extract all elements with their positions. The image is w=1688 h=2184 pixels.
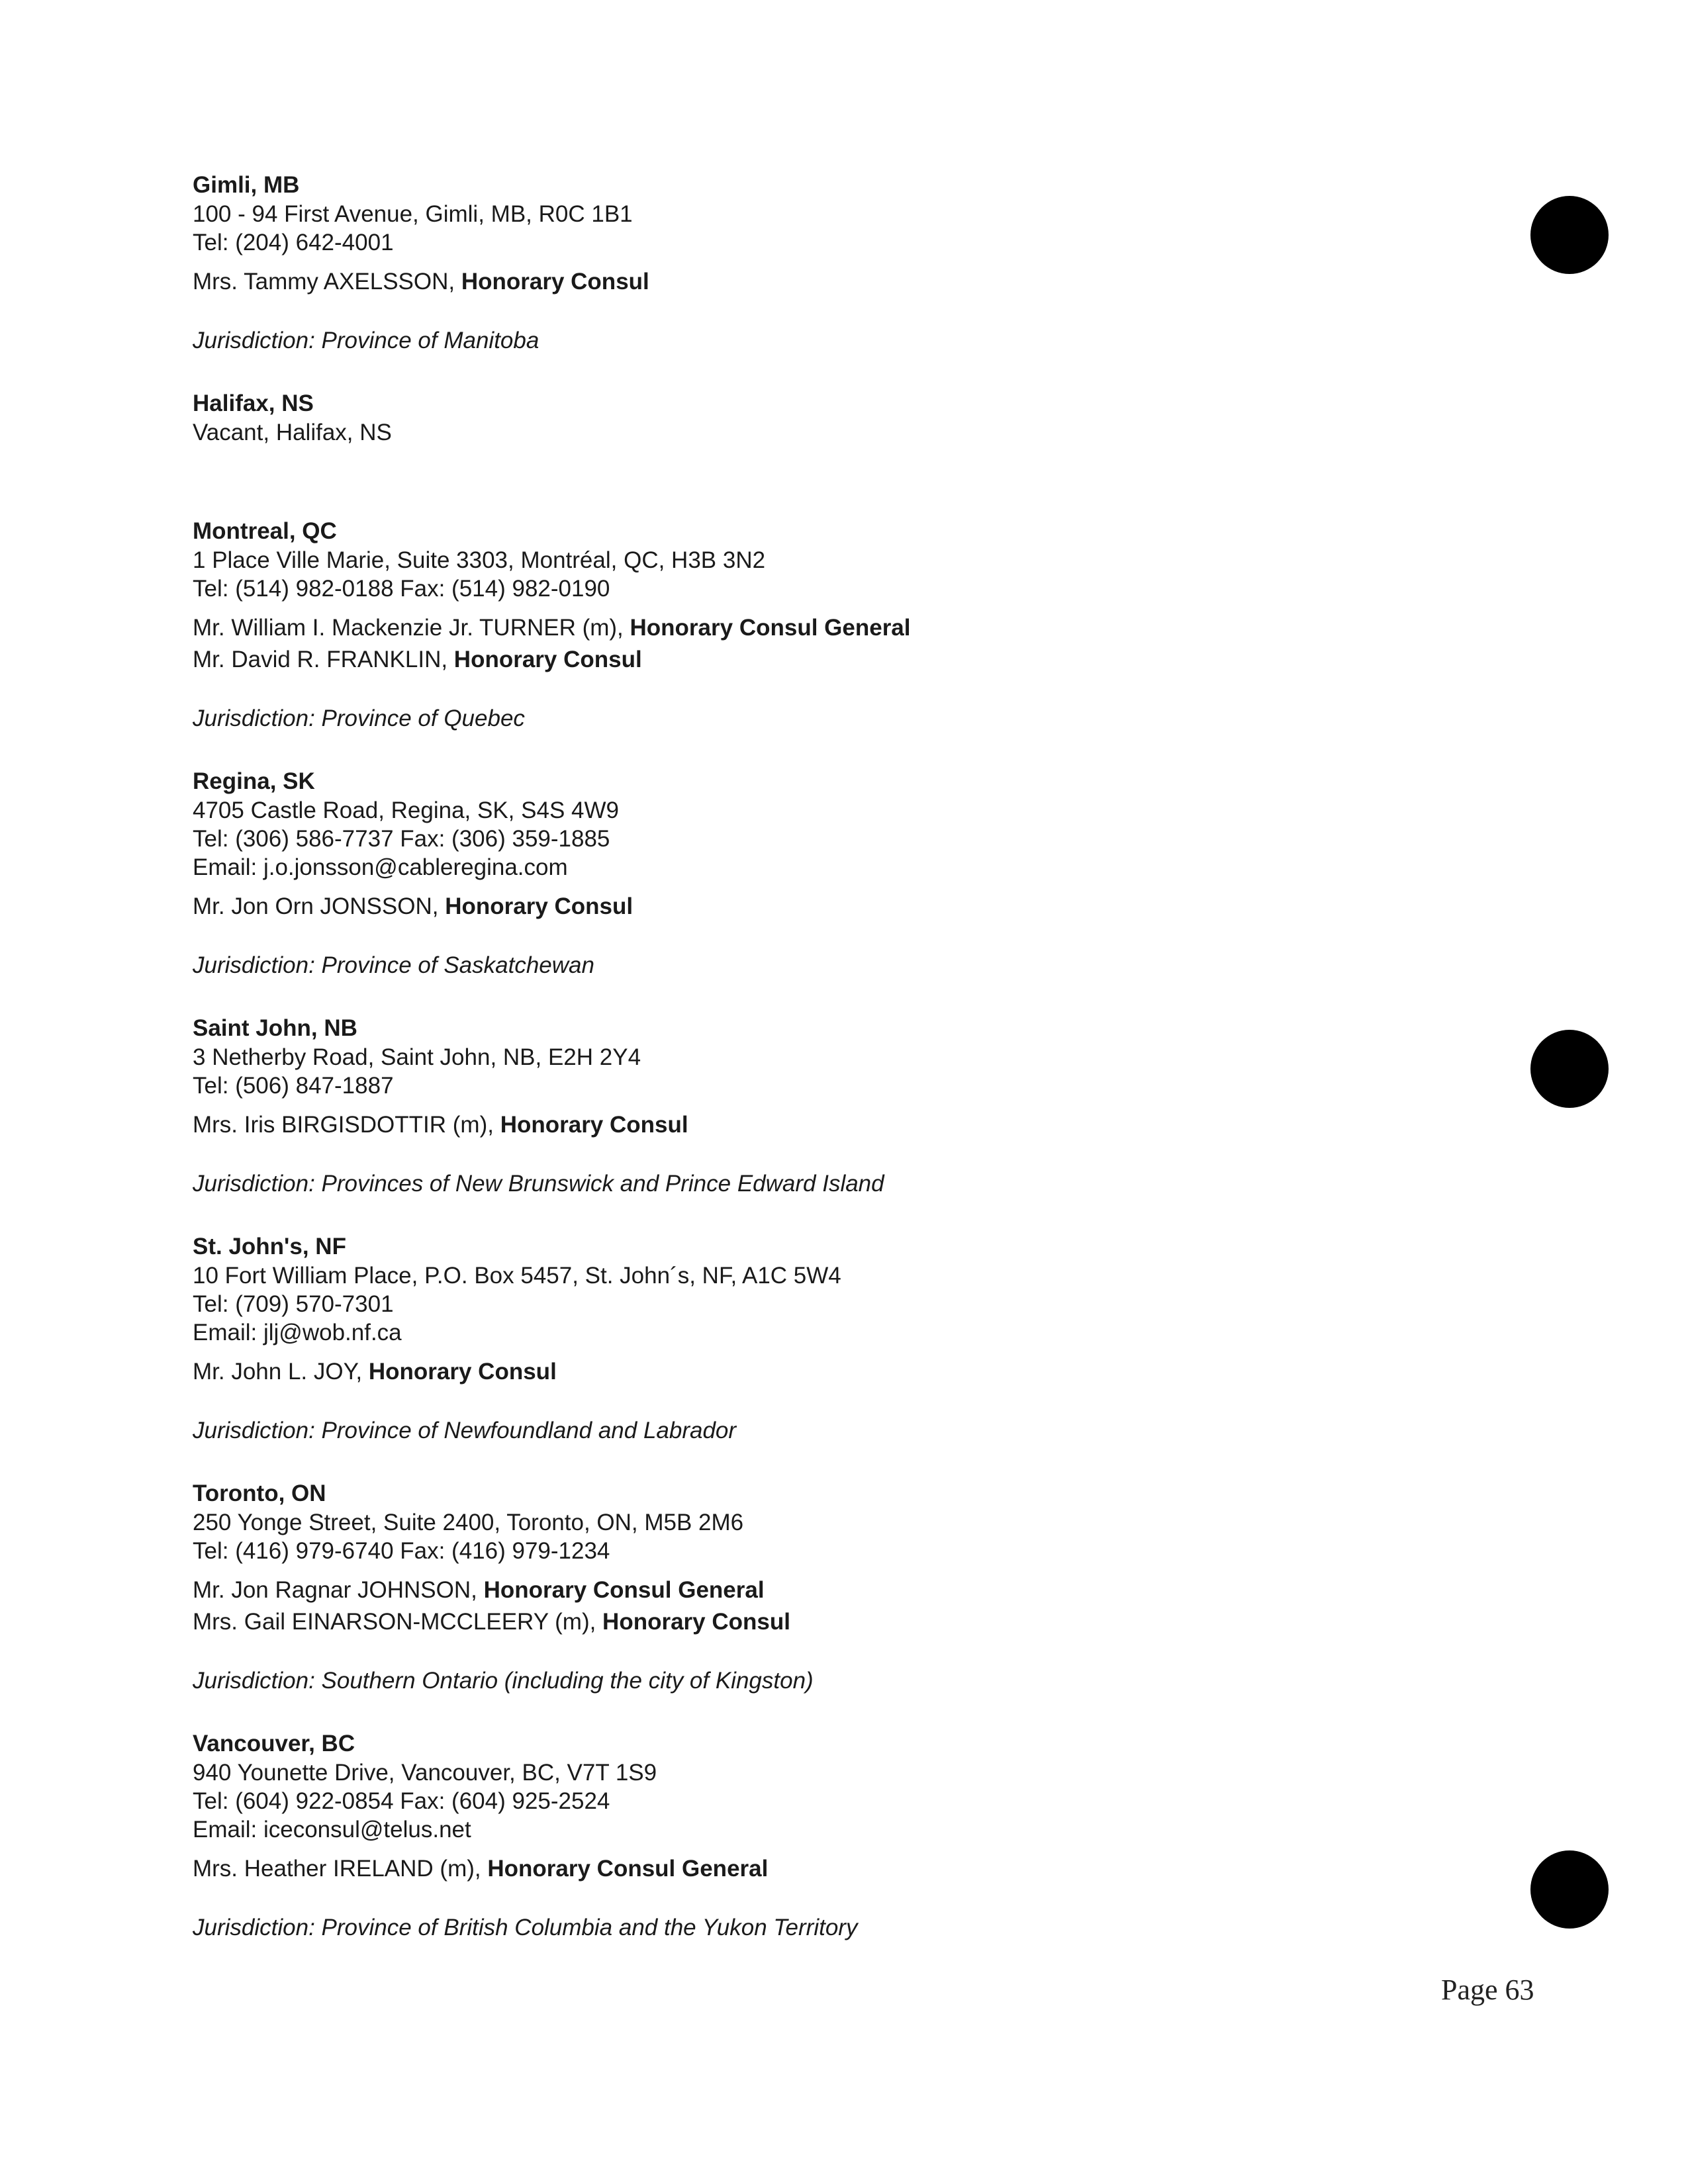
entry-address: 4705 Castle Road, Regina, SK, S4S 4W9 [193, 797, 619, 823]
entry-city: Gimli, MB [193, 172, 300, 198]
person-name: Mrs. Heather IRELAND (m), [193, 1856, 488, 1882]
entry-phone: Tel: (416) 979-6740 Fax: (416) 979-1234 [193, 1538, 610, 1564]
entry-city: Halifax, NS [193, 390, 314, 416]
punch-hole [1530, 1850, 1609, 1929]
person-name: Mr. William I. Mackenzie Jr. TURNER (m), [193, 615, 630, 641]
entry-email: Email: jlj@wob.nf.ca [193, 1320, 402, 1345]
entry-city: Saint John, NB [193, 1015, 357, 1041]
person-name: Mr. John L. JOY, [193, 1359, 369, 1385]
entry-person [193, 266, 1450, 298]
person-name: Mr. Jon Orn JONSSON, [193, 893, 445, 919]
entry-phone: Tel: (204) 642-4001 [193, 230, 394, 255]
entry-person [193, 1574, 1450, 1606]
person-title: Honorary Consul [461, 269, 649, 295]
entry-address: 3 Netherby Road, Saint John, NB, E2H 2Y4 [193, 1044, 641, 1070]
entry-phone: Tel: (514) 982-0188 Fax: (514) 982-0190 [193, 576, 610, 602]
entry-jurisdiction: Jurisdiction: Province of British Columbia and the Yukon Territory [193, 1915, 858, 1940]
entry-jurisdiction: Jurisdiction: Southern Ontario (including the city of Kingston) [193, 1668, 814, 1694]
entry-jurisdiction: Jurisdiction: Province of Quebec [193, 705, 525, 731]
entry-toronto [193, 1479, 1450, 1696]
punch-hole [1530, 1030, 1609, 1108]
entry-person [193, 1853, 1450, 1885]
entry-city: Toronto, ON [193, 1480, 326, 1506]
entry-address: 10 Fort William Place, P.O. Box 5457, St. John´s, NF, A1C 5W4 [193, 1263, 841, 1289]
person-title: Honorary Consul General [487, 1856, 769, 1882]
entry-address: 940 Younette Drive, Vancouver, BC, V7T 1S9 [193, 1760, 657, 1786]
person-title: Honorary Consul [453, 647, 642, 672]
entry-address: 250 Yonge Street, Suite 2400, Toronto, ON, M5B 2M6 [193, 1510, 744, 1535]
entry-phone: Tel: (506) 847-1887 [193, 1073, 394, 1099]
entry-city: St. John's, NF [193, 1234, 346, 1259]
entry-person [193, 1356, 1450, 1388]
consulate-list [193, 171, 1450, 1942]
person-name: Mr. David R. FRANKLIN, [193, 647, 454, 672]
entry-jurisdiction: Jurisdiction: Province of Newfoundland and Labrador [193, 1418, 737, 1443]
person-name: Mrs. Tammy AXELSSON, [193, 269, 461, 295]
entry-halifax [193, 389, 1450, 447]
entry-phone: Tel: (604) 922-0854 Fax: (604) 925-2524 [193, 1788, 610, 1814]
person-name: Mrs. Gail EINARSON-MCCLEERY (m), [193, 1609, 603, 1635]
entry-city: Vancouver, BC [193, 1731, 355, 1756]
person-title: Honorary Consul [500, 1112, 688, 1138]
entry-montreal [193, 517, 1450, 733]
entry-address: 1 Place Ville Marie, Suite 3303, Montréal, QC, H3B 3N2 [193, 547, 766, 573]
person-title: Honorary Consul [368, 1359, 557, 1385]
entry-person [193, 644, 1450, 676]
entry-person [193, 1606, 1450, 1638]
entry-city: Regina, SK [193, 768, 315, 794]
entry-address: Vacant, Halifax, NS [193, 420, 392, 445]
person-title: Honorary Consul General [630, 615, 911, 641]
person-name: Mrs. Iris BIRGISDOTTIR (m), [193, 1112, 500, 1138]
entry-person [193, 891, 1450, 923]
entry-person [193, 612, 1450, 644]
punch-hole [1530, 196, 1609, 274]
person-title: Honorary Consul [602, 1609, 790, 1635]
entry-gimli [193, 171, 1450, 355]
entry-phone: Tel: (709) 570-7301 [193, 1291, 394, 1317]
page-number: Page 63 [1441, 1974, 1534, 2006]
entry-address: 100 - 94 First Avenue, Gimli, MB, R0C 1B1 [193, 201, 633, 227]
entry-jurisdiction: Jurisdiction: Provinces of New Brunswick and Prince Edward Island [193, 1171, 884, 1197]
entry-phone: Tel: (306) 586-7737 Fax: (306) 359-1885 [193, 826, 610, 852]
person-title: Honorary Consul General [483, 1577, 765, 1603]
person-name: Mr. Jon Ragnar JOHNSON, [193, 1577, 484, 1603]
entry-email: Email: iceconsul@telus.net [193, 1817, 471, 1843]
entry-city: Montreal, QC [193, 518, 337, 544]
entry-saint-john [193, 1014, 1450, 1199]
entry-st-johns [193, 1232, 1450, 1445]
entry-jurisdiction: Jurisdiction: Province of Manitoba [193, 328, 539, 353]
person-title: Honorary Consul [445, 893, 633, 919]
entry-person [193, 1109, 1450, 1141]
entry-vancouver [193, 1729, 1450, 1942]
entry-email: Email: j.o.jonsson@cableregina.com [193, 854, 568, 880]
entry-jurisdiction: Jurisdiction: Province of Saskatchewan [193, 952, 594, 978]
entry-regina [193, 767, 1450, 980]
